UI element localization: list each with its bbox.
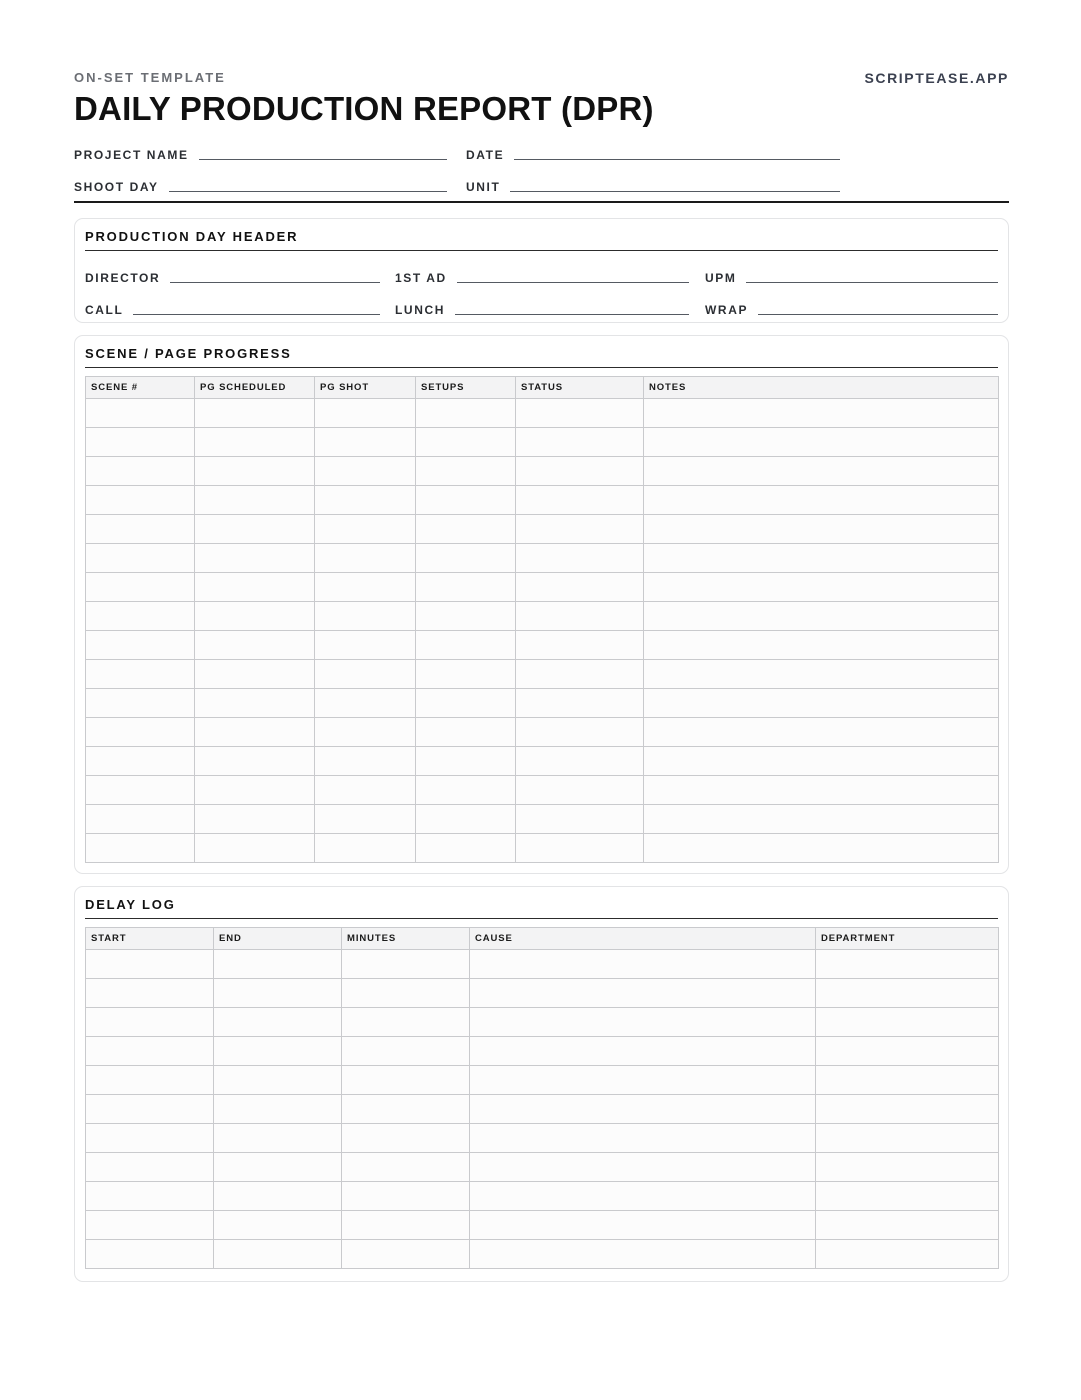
delay-log-cell[interactable] — [470, 1095, 816, 1124]
scene-progress-cell[interactable] — [416, 805, 516, 834]
card-divider — [85, 367, 998, 368]
scene-progress-cell[interactable] — [516, 486, 644, 515]
upm-label: UPM — [705, 271, 737, 285]
scene-progress-cell[interactable] — [195, 573, 315, 602]
scene-progress-cell[interactable] — [644, 718, 999, 747]
delay-log-cell[interactable] — [214, 1153, 342, 1182]
delay-log-cell[interactable] — [86, 979, 214, 1008]
scene-progress-cell[interactable] — [315, 544, 416, 573]
call-label: CALL — [85, 303, 124, 317]
scene-progress-cell[interactable] — [644, 805, 999, 834]
call-line[interactable] — [133, 302, 380, 315]
scene-progress-cell[interactable] — [86, 689, 195, 718]
scene-progress-cell[interactable] — [516, 747, 644, 776]
scene-progress-cell[interactable] — [416, 457, 516, 486]
scene-progress-cell[interactable] — [315, 515, 416, 544]
delay-log-cell[interactable] — [214, 1008, 342, 1037]
production-day-header-title: PRODUCTION DAY HEADER — [85, 229, 299, 244]
delay-log-cell[interactable] — [470, 1008, 816, 1037]
delay-log-table — [85, 927, 999, 1269]
scene-progress-cell[interactable] — [416, 515, 516, 544]
delay-log-cell[interactable] — [86, 1095, 214, 1124]
delay-log-cell[interactable] — [470, 950, 816, 979]
scene-progress-cell[interactable] — [516, 631, 644, 660]
scene-progress-cell[interactable] — [416, 486, 516, 515]
scene-progress-cell[interactable] — [195, 805, 315, 834]
unit-line[interactable] — [510, 179, 840, 192]
scene-progress-cell[interactable] — [195, 457, 315, 486]
scene-progress-cell[interactable] — [195, 689, 315, 718]
scene-progress-cell[interactable] — [195, 515, 315, 544]
scene-progress-cell[interactable] — [644, 834, 999, 863]
shoot-day-field[interactable] — [74, 176, 447, 194]
scene-progress-column-header: PG SCHEDULED — [195, 377, 315, 399]
scene-progress-title: SCENE / PAGE PROGRESS — [85, 346, 292, 361]
scene-progress-cell[interactable] — [195, 486, 315, 515]
table-row — [86, 428, 999, 457]
scene-progress-cell[interactable] — [644, 602, 999, 631]
times-row — [85, 299, 998, 317]
card-divider — [85, 918, 998, 919]
delay-log-cell[interactable] — [470, 1037, 816, 1066]
table-row — [86, 1240, 999, 1269]
scene-progress-cell[interactable] — [86, 747, 195, 776]
delay-log-cell[interactable] — [86, 1211, 214, 1240]
delay-log-cell[interactable] — [816, 1182, 999, 1211]
table-row — [86, 689, 999, 718]
table-row — [86, 573, 999, 602]
delay-log-cell[interactable] — [470, 979, 816, 1008]
scene-progress-cell[interactable] — [644, 515, 999, 544]
scene-progress-cell[interactable] — [86, 602, 195, 631]
scene-progress-cell[interactable] — [86, 486, 195, 515]
scene-progress-cell[interactable] — [416, 631, 516, 660]
scene-progress-cell[interactable] — [516, 834, 644, 863]
shoot-day-label: SHOOT DAY — [74, 180, 159, 194]
scene-progress-cell[interactable] — [644, 457, 999, 486]
scene-progress-cell[interactable] — [315, 776, 416, 805]
table-row — [86, 602, 999, 631]
delay-log-cell[interactable] — [214, 1182, 342, 1211]
project-name-field[interactable] — [74, 144, 447, 162]
scene-progress-cell[interactable] — [315, 834, 416, 863]
scene-progress-cell[interactable] — [516, 573, 644, 602]
delay-log-cell[interactable] — [214, 1066, 342, 1095]
unit-field[interactable] — [466, 176, 840, 194]
meta-row-2 — [74, 176, 1009, 194]
scene-progress-cell[interactable] — [644, 689, 999, 718]
delay-log-cell[interactable] — [86, 950, 214, 979]
header-brand-row — [74, 68, 1009, 88]
document-page — [74, 68, 1009, 944]
scene-progress-cell[interactable] — [195, 660, 315, 689]
delay-log-cell[interactable] — [86, 1153, 214, 1182]
scene-progress-column-header: NOTES — [644, 377, 999, 399]
wrap-field[interactable] — [705, 299, 998, 317]
scene-progress-cell[interactable] — [315, 486, 416, 515]
table-header-row — [86, 928, 999, 950]
first-ad-line[interactable] — [457, 270, 689, 283]
table-row — [86, 834, 999, 863]
scene-progress-cell[interactable] — [195, 776, 315, 805]
delay-log-cell[interactable] — [470, 1211, 816, 1240]
delay-log-cell[interactable] — [342, 1095, 470, 1124]
scene-progress-cell[interactable] — [86, 399, 195, 428]
delay-log-cell[interactable] — [214, 1240, 342, 1269]
delay-log-cell[interactable] — [86, 1240, 214, 1269]
scene-progress-cell[interactable] — [644, 544, 999, 573]
project-name-label: PROJECT NAME — [74, 148, 189, 162]
scene-progress-cell[interactable] — [195, 602, 315, 631]
scene-progress-cell[interactable] — [416, 776, 516, 805]
delay-log-column-header: CAUSE — [470, 928, 816, 950]
scene-progress-cell[interactable] — [195, 747, 315, 776]
scene-progress-cell[interactable] — [195, 834, 315, 863]
meta-row-1 — [74, 144, 1009, 162]
scene-progress-cell[interactable] — [86, 544, 195, 573]
table-header-row — [86, 377, 999, 399]
delay-log-cell[interactable] — [342, 1240, 470, 1269]
scene-progress-cell[interactable] — [516, 428, 644, 457]
scene-progress-cell[interactable] — [86, 805, 195, 834]
scene-progress-cell[interactable] — [86, 573, 195, 602]
delay-log-cell[interactable] — [86, 1037, 214, 1066]
delay-log-cell[interactable] — [816, 979, 999, 1008]
project-name-line[interactable] — [199, 147, 447, 160]
scene-progress-cell[interactable] — [516, 515, 644, 544]
table-row — [86, 1066, 999, 1095]
scene-progress-cell[interactable] — [86, 457, 195, 486]
table-row — [86, 1008, 999, 1037]
table-row — [86, 457, 999, 486]
scene-progress-cell[interactable] — [315, 573, 416, 602]
delay-log-column-header: END — [214, 928, 342, 950]
delay-log-cell[interactable] — [86, 1008, 214, 1037]
delay-log-cell[interactable] — [342, 979, 470, 1008]
table-row — [86, 399, 999, 428]
delay-log-cell[interactable] — [816, 1240, 999, 1269]
scene-progress-cell[interactable] — [516, 718, 644, 747]
table-row — [86, 631, 999, 660]
director-field[interactable] — [85, 267, 380, 285]
director-label: DIRECTOR — [85, 271, 161, 285]
delay-log-cell[interactable] — [816, 1037, 999, 1066]
wrap-label: WRAP — [705, 303, 749, 317]
table-row — [86, 950, 999, 979]
director-line[interactable] — [170, 270, 380, 283]
scene-progress-cell[interactable] — [315, 631, 416, 660]
delay-log-cell[interactable] — [470, 1182, 816, 1211]
scene-progress-cell[interactable] — [416, 428, 516, 457]
unit-label: UNIT — [466, 180, 501, 194]
scene-progress-cell[interactable] — [86, 660, 195, 689]
scene-progress-cell[interactable] — [416, 689, 516, 718]
header-divider — [74, 201, 1009, 203]
lunch-field[interactable] — [395, 299, 689, 317]
call-field[interactable] — [85, 299, 380, 317]
scene-progress-cell[interactable] — [315, 457, 416, 486]
scene-progress-cell[interactable] — [86, 515, 195, 544]
delay-log-card — [74, 886, 1009, 1282]
table-row — [86, 776, 999, 805]
scene-progress-column-header: STATUS — [516, 377, 644, 399]
scene-progress-cell[interactable] — [644, 428, 999, 457]
scene-progress-cell[interactable] — [86, 834, 195, 863]
scene-progress-cell[interactable] — [516, 776, 644, 805]
table-row — [86, 486, 999, 515]
scene-progress-cell[interactable] — [315, 660, 416, 689]
delay-log-cell[interactable] — [342, 950, 470, 979]
scene-progress-cell[interactable] — [416, 544, 516, 573]
scene-progress-cell[interactable] — [315, 805, 416, 834]
table-row — [86, 805, 999, 834]
delay-log-column-header: START — [86, 928, 214, 950]
scene-progress-cell[interactable] — [86, 631, 195, 660]
delay-log-cell[interactable] — [86, 1124, 214, 1153]
delay-log-cell[interactable] — [342, 1037, 470, 1066]
crew-row — [85, 267, 998, 285]
scene-progress-cell[interactable] — [195, 631, 315, 660]
table-row — [86, 544, 999, 573]
brand-link[interactable]: SCRIPTEASE.APP — [864, 70, 1009, 86]
upm-field[interactable] — [705, 267, 998, 285]
scene-progress-cell[interactable] — [315, 718, 416, 747]
delay-log-title: DELAY LOG — [85, 897, 176, 912]
delay-log-cell[interactable] — [86, 1066, 214, 1095]
card-divider — [85, 250, 998, 251]
table-row — [86, 1037, 999, 1066]
delay-log-cell[interactable] — [816, 1153, 999, 1182]
scene-progress-cell[interactable] — [315, 602, 416, 631]
table-row — [86, 979, 999, 1008]
date-line[interactable] — [514, 147, 840, 160]
delay-log-cell[interactable] — [342, 1182, 470, 1211]
date-label: DATE — [466, 148, 505, 162]
scene-progress-cell[interactable] — [86, 718, 195, 747]
delay-log-column-header: DEPARTMENT — [816, 928, 999, 950]
delay-log-cell[interactable] — [342, 1066, 470, 1095]
table-row — [86, 1153, 999, 1182]
delay-log-cell[interactable] — [342, 1124, 470, 1153]
production-day-header-card — [74, 218, 1009, 323]
scene-progress-cell[interactable] — [195, 428, 315, 457]
scene-progress-table — [85, 376, 999, 863]
scene-progress-cell[interactable] — [516, 660, 644, 689]
scene-progress-cell[interactable] — [315, 689, 416, 718]
scene-progress-cell[interactable] — [315, 399, 416, 428]
scene-progress-cell[interactable] — [644, 399, 999, 428]
scene-progress-cell[interactable] — [416, 834, 516, 863]
table-row — [86, 718, 999, 747]
shoot-day-line[interactable] — [169, 179, 447, 192]
scene-progress-column-header: PG SHOT — [315, 377, 416, 399]
delay-log-cell[interactable] — [214, 1211, 342, 1240]
scene-progress-cell[interactable] — [644, 747, 999, 776]
scene-progress-cell[interactable] — [86, 428, 195, 457]
delay-log-cell[interactable] — [816, 1124, 999, 1153]
scene-progress-cell[interactable] — [644, 631, 999, 660]
scene-progress-cell[interactable] — [195, 718, 315, 747]
delay-log-cell[interactable] — [470, 1240, 816, 1269]
delay-log-cell[interactable] — [214, 1095, 342, 1124]
upm-line[interactable] — [746, 270, 998, 283]
table-row — [86, 660, 999, 689]
scene-progress-card — [74, 335, 1009, 874]
delay-log-cell[interactable] — [342, 1153, 470, 1182]
template-eyebrow: ON-SET TEMPLATE — [74, 70, 226, 85]
scene-progress-cell[interactable] — [315, 428, 416, 457]
delay-log-cell[interactable] — [214, 950, 342, 979]
scene-progress-cell[interactable] — [416, 602, 516, 631]
first-ad-label: 1ST AD — [395, 271, 447, 285]
delay-log-cell[interactable] — [214, 979, 342, 1008]
first-ad-field[interactable] — [395, 267, 689, 285]
delay-log-cell[interactable] — [470, 1124, 816, 1153]
scene-progress-cell[interactable] — [644, 776, 999, 805]
delay-log-cell[interactable] — [470, 1066, 816, 1095]
lunch-line[interactable] — [455, 302, 689, 315]
scene-progress-cell[interactable] — [516, 602, 644, 631]
scene-progress-cell[interactable] — [195, 544, 315, 573]
scene-progress-cell[interactable] — [644, 660, 999, 689]
scene-progress-column-header: SCENE # — [86, 377, 195, 399]
delay-log-cell[interactable] — [816, 1211, 999, 1240]
scene-progress-cell[interactable] — [195, 399, 315, 428]
scene-progress-cell[interactable] — [416, 399, 516, 428]
delay-log-cell[interactable] — [470, 1153, 816, 1182]
scene-progress-cell[interactable] — [516, 544, 644, 573]
lunch-label: LUNCH — [395, 303, 445, 317]
delay-log-cell[interactable] — [214, 1037, 342, 1066]
scene-progress-cell[interactable] — [416, 660, 516, 689]
delay-log-cell[interactable] — [86, 1182, 214, 1211]
page-title: DAILY PRODUCTION REPORT (DPR) — [74, 90, 654, 127]
scene-progress-column-header: SETUPS — [416, 377, 516, 399]
delay-log-cell[interactable] — [816, 1066, 999, 1095]
delay-log-cell[interactable] — [816, 1008, 999, 1037]
table-row — [86, 1182, 999, 1211]
table-row — [86, 1124, 999, 1153]
scene-progress-cell[interactable] — [416, 573, 516, 602]
scene-progress-cell[interactable] — [516, 689, 644, 718]
scene-progress-cell[interactable] — [416, 718, 516, 747]
table-row — [86, 1095, 999, 1124]
date-field[interactable] — [466, 144, 840, 162]
scene-progress-cell[interactable] — [516, 805, 644, 834]
delay-log-cell[interactable] — [342, 1008, 470, 1037]
table-row — [86, 1211, 999, 1240]
delay-log-cell[interactable] — [214, 1124, 342, 1153]
delay-log-cell[interactable] — [816, 950, 999, 979]
delay-log-cell[interactable] — [816, 1095, 999, 1124]
scene-progress-cell[interactable] — [416, 747, 516, 776]
delay-log-cell[interactable] — [342, 1211, 470, 1240]
scene-progress-cell[interactable] — [86, 776, 195, 805]
scene-progress-cell[interactable] — [644, 573, 999, 602]
table-row — [86, 515, 999, 544]
table-row — [86, 747, 999, 776]
scene-progress-cell[interactable] — [516, 457, 644, 486]
scene-progress-cell[interactable] — [315, 747, 416, 776]
wrap-line[interactable] — [758, 302, 998, 315]
scene-progress-cell[interactable] — [516, 399, 644, 428]
scene-progress-cell[interactable] — [644, 486, 999, 515]
delay-log-column-header: MINUTES — [342, 928, 470, 950]
